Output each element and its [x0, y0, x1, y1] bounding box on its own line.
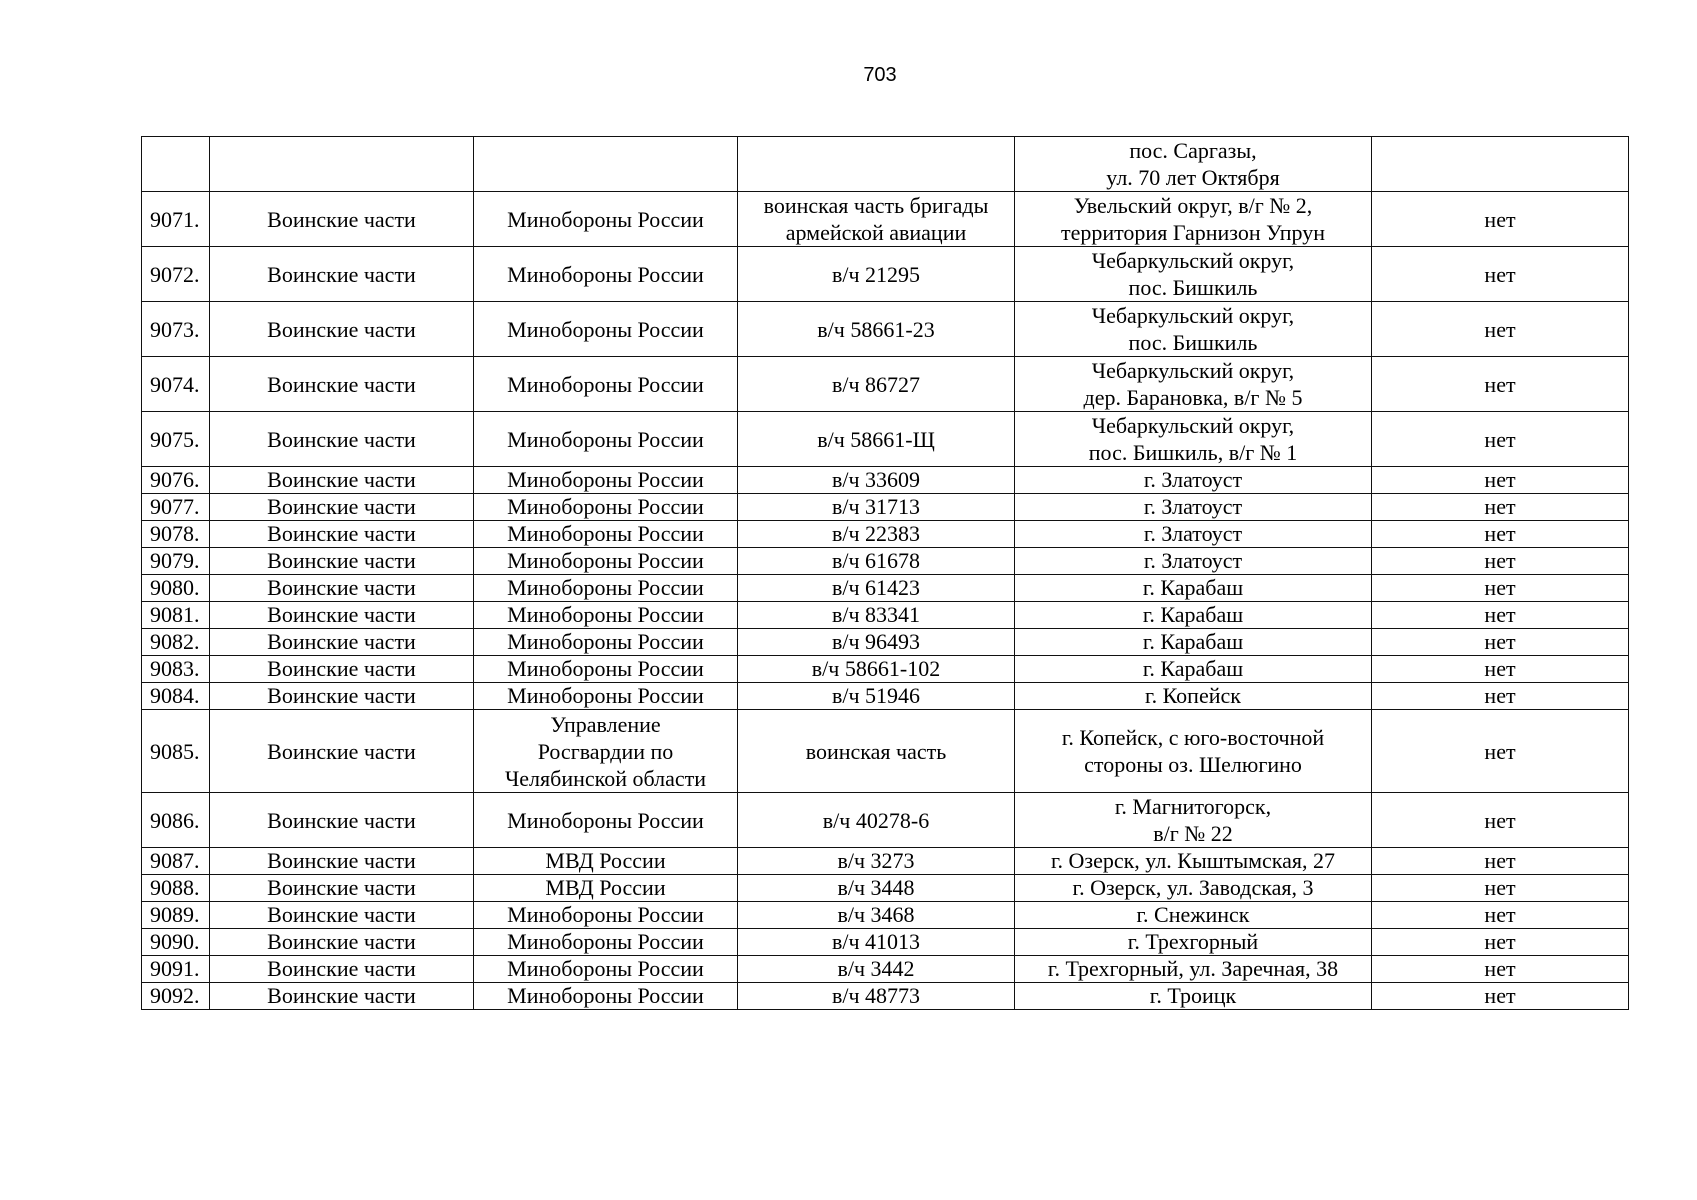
agency-cell: Управление Росгвардии по Челябинской области	[474, 710, 738, 793]
row-number: 9091.	[142, 956, 210, 983]
agency-cell: Минобороны России	[474, 656, 738, 683]
address-cell: г. Озерск, ул. Кыштымская, 27	[1015, 848, 1372, 875]
unit-cell: в/ч 3273	[738, 848, 1015, 875]
row-number: 9077.	[142, 494, 210, 521]
table-row	[142, 548, 1629, 575]
flag-cell: нет	[1372, 521, 1629, 548]
flag-cell: нет	[1372, 247, 1629, 302]
table-row	[142, 793, 1629, 848]
flag-cell: нет	[1372, 656, 1629, 683]
unit-cell: в/ч 40278-6	[738, 793, 1015, 848]
row-number: 9087.	[142, 848, 210, 875]
row-number: 9083.	[142, 656, 210, 683]
row-number: 9074.	[142, 357, 210, 412]
address-cell: г. Златоуст	[1015, 494, 1372, 521]
table-row	[142, 629, 1629, 656]
table-row	[142, 575, 1629, 602]
category-cell: Воинские части	[210, 902, 474, 929]
agency-cell: Минобороны России	[474, 929, 738, 956]
row-number: 9086.	[142, 793, 210, 848]
address-cell: г. Златоуст	[1015, 521, 1372, 548]
agency-cell: Минобороны России	[474, 983, 738, 1010]
row-number: 9079.	[142, 548, 210, 575]
agency-cell: Минобороны России	[474, 902, 738, 929]
category-cell: Воинские части	[210, 467, 474, 494]
category-cell: Воинские части	[210, 848, 474, 875]
flag-cell: нет	[1372, 683, 1629, 710]
unit-cell: в/ч 33609	[738, 467, 1015, 494]
unit-cell: в/ч 41013	[738, 929, 1015, 956]
address-cell: г. Магнитогорск, в/г № 22	[1015, 793, 1372, 848]
category-cell: Воинские части	[210, 629, 474, 656]
category-cell: Воинские части	[210, 956, 474, 983]
address-cell: Чебаркульский округ, пос. Бишкиль	[1015, 247, 1372, 302]
category-cell: Воинские части	[210, 793, 474, 848]
table-row	[142, 247, 1629, 302]
table-row	[142, 412, 1629, 467]
unit-cell: в/ч 86727	[738, 357, 1015, 412]
agency-cell: Минобороны России	[474, 521, 738, 548]
row-number: 9075.	[142, 412, 210, 467]
unit-cell: в/ч 48773	[738, 983, 1015, 1010]
address-cell: Чебаркульский округ, дер. Барановка, в/г № 5	[1015, 357, 1372, 412]
unit-cell	[738, 137, 1015, 192]
row-number: 9080.	[142, 575, 210, 602]
agency-cell: Минобороны России	[474, 683, 738, 710]
unit-cell: в/ч 3448	[738, 875, 1015, 902]
table-row	[142, 192, 1629, 247]
agency-cell: Минобороны России	[474, 956, 738, 983]
address-cell: Увельский округ, в/г № 2, территория Гарнизон Упрун	[1015, 192, 1372, 247]
unit-cell: в/ч 58661-102	[738, 656, 1015, 683]
unit-cell: воинская часть	[738, 710, 1015, 793]
table-row	[142, 137, 1629, 192]
agency-cell: Минобороны России	[474, 357, 738, 412]
flag-cell: нет	[1372, 848, 1629, 875]
category-cell: Воинские части	[210, 548, 474, 575]
category-cell: Воинские части	[210, 494, 474, 521]
table-row	[142, 467, 1629, 494]
category-cell: Воинские части	[210, 602, 474, 629]
table-row	[142, 929, 1629, 956]
category-cell: Воинские части	[210, 412, 474, 467]
unit-cell: в/ч 3468	[738, 902, 1015, 929]
table-body	[142, 137, 1629, 1010]
unit-cell: в/ч 22383	[738, 521, 1015, 548]
row-number: 9088.	[142, 875, 210, 902]
table-row	[142, 683, 1629, 710]
flag-cell: нет	[1372, 602, 1629, 629]
row-number: 9071.	[142, 192, 210, 247]
agency-cell: Минобороны России	[474, 494, 738, 521]
address-cell: г. Озерск, ул. Заводская, 3	[1015, 875, 1372, 902]
category-cell: Воинские части	[210, 875, 474, 902]
flag-cell: нет	[1372, 629, 1629, 656]
row-number: 9085.	[142, 710, 210, 793]
table-row	[142, 875, 1629, 902]
address-cell: г. Карабаш	[1015, 575, 1372, 602]
flag-cell: нет	[1372, 357, 1629, 412]
category-cell: Воинские части	[210, 192, 474, 247]
flag-cell	[1372, 137, 1629, 192]
table-row	[142, 710, 1629, 793]
unit-cell: в/ч 51946	[738, 683, 1015, 710]
unit-cell: в/ч 61423	[738, 575, 1015, 602]
table-row	[142, 902, 1629, 929]
row-number: 9073.	[142, 302, 210, 357]
unit-cell: в/ч 96493	[738, 629, 1015, 656]
unit-cell: в/ч 31713	[738, 494, 1015, 521]
unit-cell: в/ч 61678	[738, 548, 1015, 575]
flag-cell: нет	[1372, 494, 1629, 521]
address-cell: г. Трехгорный	[1015, 929, 1372, 956]
address-cell: Чебаркульский округ, пос. Бишкиль	[1015, 302, 1372, 357]
address-cell: г. Копейск	[1015, 683, 1372, 710]
category-cell: Воинские части	[210, 302, 474, 357]
address-cell: пос. Саргазы, ул. 70 лет Октября	[1015, 137, 1372, 192]
category-cell: Воинские части	[210, 357, 474, 412]
flag-cell: нет	[1372, 302, 1629, 357]
row-number: 9081.	[142, 602, 210, 629]
row-number: 9078.	[142, 521, 210, 548]
row-number: 9092.	[142, 983, 210, 1010]
flag-cell: нет	[1372, 467, 1629, 494]
registry-table	[141, 136, 1629, 1010]
address-cell: г. Снежинск	[1015, 902, 1372, 929]
flag-cell: нет	[1372, 875, 1629, 902]
address-cell: г. Троицк	[1015, 983, 1372, 1010]
category-cell	[210, 137, 474, 192]
agency-cell: Минобороны России	[474, 793, 738, 848]
agency-cell: Минобороны России	[474, 467, 738, 494]
row-number: 9082.	[142, 629, 210, 656]
flag-cell: нет	[1372, 575, 1629, 602]
table-row	[142, 494, 1629, 521]
agency-cell: Минобороны России	[474, 247, 738, 302]
flag-cell: нет	[1372, 192, 1629, 247]
table-row	[142, 656, 1629, 683]
address-cell: г. Златоуст	[1015, 467, 1372, 494]
flag-cell: нет	[1372, 956, 1629, 983]
table-row	[142, 983, 1629, 1010]
flag-cell: нет	[1372, 929, 1629, 956]
flag-cell: нет	[1372, 412, 1629, 467]
address-cell: г. Карабаш	[1015, 656, 1372, 683]
unit-cell: в/ч 58661-Щ	[738, 412, 1015, 467]
table-row	[142, 357, 1629, 412]
category-cell: Воинские части	[210, 710, 474, 793]
category-cell: Воинские части	[210, 983, 474, 1010]
flag-cell: нет	[1372, 902, 1629, 929]
category-cell: Воинские части	[210, 683, 474, 710]
address-cell: г. Карабаш	[1015, 602, 1372, 629]
page-number: 703	[863, 64, 897, 86]
flag-cell: нет	[1372, 548, 1629, 575]
row-number: 9072.	[142, 247, 210, 302]
flag-cell: нет	[1372, 793, 1629, 848]
row-number: 9090.	[142, 929, 210, 956]
row-number: 9084.	[142, 683, 210, 710]
row-number: 9076.	[142, 467, 210, 494]
table-row	[142, 956, 1629, 983]
agency-cell: Минобороны России	[474, 575, 738, 602]
category-cell: Воинские части	[210, 247, 474, 302]
table-row	[142, 302, 1629, 357]
category-cell: Воинские части	[210, 575, 474, 602]
flag-cell: нет	[1372, 710, 1629, 793]
category-cell: Воинские части	[210, 929, 474, 956]
address-cell: г. Трехгорный, ул. Заречная, 38	[1015, 956, 1372, 983]
agency-cell: Минобороны России	[474, 192, 738, 247]
unit-cell: в/ч 3442	[738, 956, 1015, 983]
agency-cell: Минобороны России	[474, 548, 738, 575]
address-cell: г. Копейск, с юго-восточной стороны оз. Шелюгино	[1015, 710, 1372, 793]
agency-cell	[474, 137, 738, 192]
address-cell: Чебаркульский округ, пос. Бишкиль, в/г № 1	[1015, 412, 1372, 467]
address-cell: г. Карабаш	[1015, 629, 1372, 656]
row-number: 9089.	[142, 902, 210, 929]
category-cell: Воинские части	[210, 521, 474, 548]
table-row	[142, 848, 1629, 875]
agency-cell: МВД России	[474, 848, 738, 875]
unit-cell: в/ч 58661-23	[738, 302, 1015, 357]
table-row	[142, 602, 1629, 629]
agency-cell: Минобороны России	[474, 629, 738, 656]
agency-cell: МВД России	[474, 875, 738, 902]
agency-cell: Минобороны России	[474, 602, 738, 629]
address-cell: г. Златоуст	[1015, 548, 1372, 575]
category-cell: Воинские части	[210, 656, 474, 683]
flag-cell: нет	[1372, 983, 1629, 1010]
unit-cell: в/ч 83341	[738, 602, 1015, 629]
table-row	[142, 521, 1629, 548]
agency-cell: Минобороны России	[474, 412, 738, 467]
row-number	[142, 137, 210, 192]
unit-cell: воинская часть бригады армейской авиации	[738, 192, 1015, 247]
agency-cell: Минобороны России	[474, 302, 738, 357]
unit-cell: в/ч 21295	[738, 247, 1015, 302]
